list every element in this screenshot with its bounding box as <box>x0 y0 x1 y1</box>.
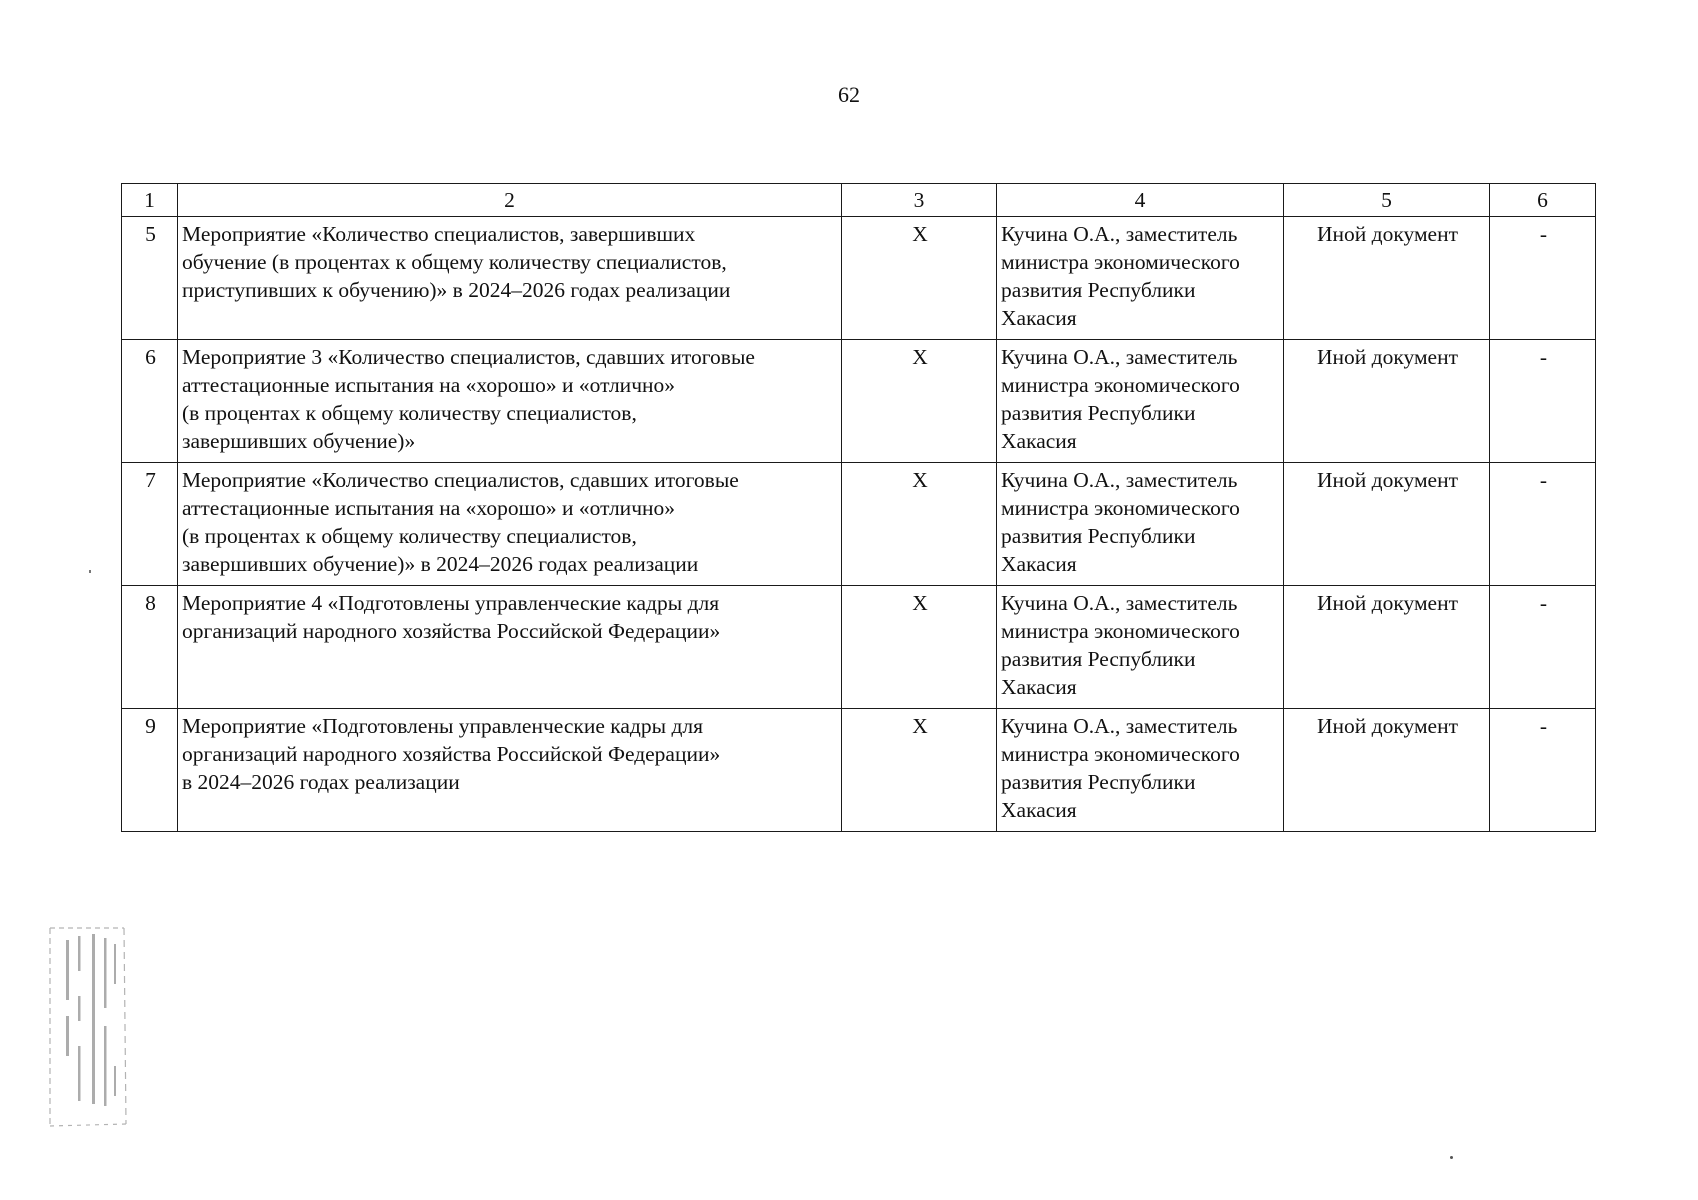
header-row <box>122 184 1596 217</box>
measures-table <box>121 183 1596 832</box>
column-header-3: 3 <box>842 184 997 217</box>
responsible-person: Кучина О.А., заместитель министра экономического развития Республики Хакасия <box>997 586 1284 709</box>
column-header-1: 1 <box>122 184 178 217</box>
row-number: 5 <box>122 217 178 340</box>
row-number: 7 <box>122 463 178 586</box>
document-type: Иной документ <box>1284 709 1490 832</box>
scan-speck <box>1450 1156 1453 1159</box>
column-3-value: Х <box>842 463 997 586</box>
column-3-value: Х <box>842 586 997 709</box>
column-3-value: Х <box>842 340 997 463</box>
column-6-value: - <box>1490 586 1596 709</box>
document-type: Иной документ <box>1284 217 1490 340</box>
table-row <box>122 217 1596 340</box>
measure-name: Мероприятие 3 «Количество специалистов, сдавших итоговые аттестационные испытания на «хорошо» и «отлично» (в процентах к общему количеству специалистов, завершивших обучение)» <box>178 340 842 463</box>
measure-name: Мероприятие «Подготовлены управленческие кадры для организаций народного хозяйства Российской Федерации» в 2024–2026 годах реализации <box>178 709 842 832</box>
measure-name: Мероприятие «Количество специалистов, сдавших итоговые аттестационные испытания на «хорошо» и «отлично» (в процентах к общему количеству специалистов, завершивших обучение)» в 2024–2026 годах реализации <box>178 463 842 586</box>
column-6-value: - <box>1490 709 1596 832</box>
table-row <box>122 709 1596 832</box>
table-row <box>122 340 1596 463</box>
measure-name: Мероприятие 4 «Подготовлены управленческие кадры для организаций народного хозяйства Российской Федерации» <box>178 586 842 709</box>
column-3-value: Х <box>842 217 997 340</box>
column-header-5: 5 <box>1284 184 1490 217</box>
page-number: 62 <box>838 82 860 107</box>
row-number: 9 <box>122 709 178 832</box>
table-row <box>122 586 1596 709</box>
column-header-4: 4 <box>997 184 1284 217</box>
row-number: 8 <box>122 586 178 709</box>
column-6-value: - <box>1490 463 1596 586</box>
scan-mark <box>89 570 91 573</box>
column-header-2: 2 <box>178 184 842 217</box>
document-type: Иной документ <box>1284 586 1490 709</box>
responsible-person: Кучина О.А., заместитель министра экономического развития Республики Хакасия <box>997 709 1284 832</box>
responsible-person: Кучина О.А., заместитель министра экономического развития Республики Хакасия <box>997 217 1284 340</box>
responsible-person: Кучина О.А., заместитель министра экономического развития Республики Хакасия <box>997 340 1284 463</box>
registration-stamp <box>46 926 130 1136</box>
responsible-person: Кучина О.А., заместитель министра экономического развития Республики Хакасия <box>997 463 1284 586</box>
column-3-value: Х <box>842 709 997 832</box>
column-6-value: - <box>1490 340 1596 463</box>
measure-name: Мероприятие «Количество специалистов, завершивших обучение (в процентах к общему количеству специалистов, приступивших к обучению)» в 2024–2026 годах реализации <box>178 217 842 340</box>
column-6-value: - <box>1490 217 1596 340</box>
document-type: Иной документ <box>1284 463 1490 586</box>
table-row <box>122 463 1596 586</box>
document-type: Иной документ <box>1284 340 1490 463</box>
row-number: 6 <box>122 340 178 463</box>
column-header-6: 6 <box>1490 184 1596 217</box>
